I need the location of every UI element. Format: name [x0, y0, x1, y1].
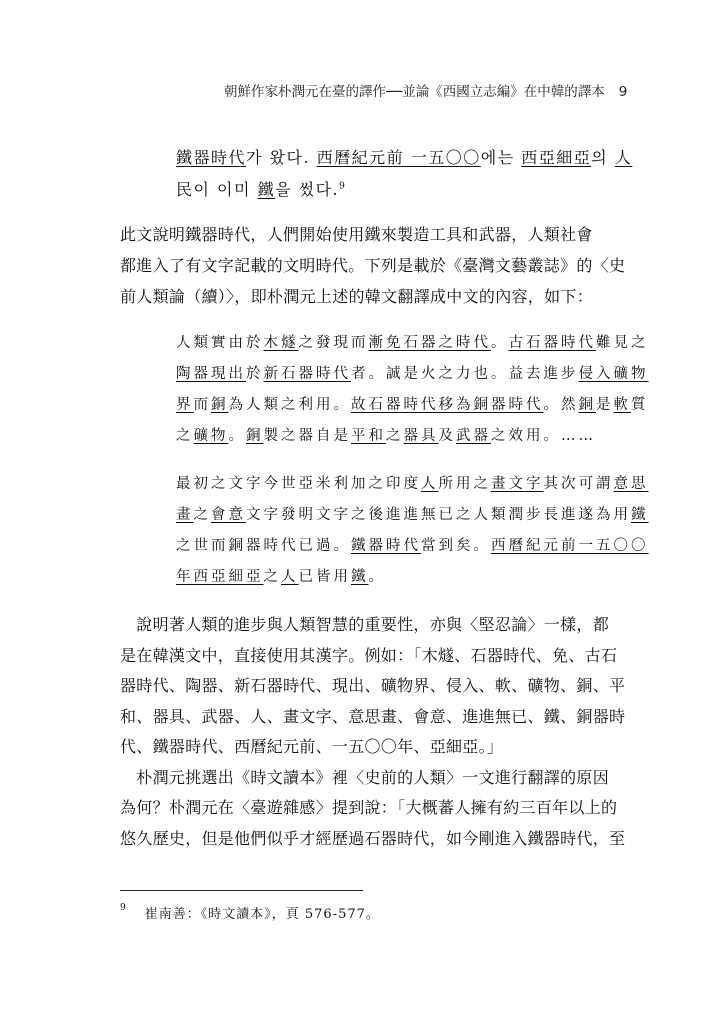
text-span: 漸免石器之時代: [368, 335, 491, 351]
text-span: 이 이미: [193, 180, 258, 199]
paragraph-line: 此文說明鐵器時代，人們開始使用鐵來製造工具和武器，人類社會: [120, 225, 593, 244]
quote-line: [176, 503, 649, 534]
text-span: 所用之: [438, 476, 491, 492]
paragraph-line: 說明著人類的進步與人類智慧的重要性，亦與〈堅忍論〉一樣，都: [120, 615, 610, 634]
text-span: 人類實由於: [176, 335, 264, 351]
text-span: 平和: [351, 428, 386, 444]
page-number: 9: [618, 84, 628, 100]
paragraph-1: [120, 222, 630, 315]
text-span: 가 왔다.: [246, 148, 317, 167]
text-span: 已皆用: [298, 569, 351, 585]
quote-line: [176, 331, 649, 362]
quote-line: [176, 565, 649, 596]
text-span: 於: [246, 366, 264, 382]
text-span: 最初之文字今世亞米利加之印度: [176, 476, 421, 492]
text-span: 古石器時代: [508, 335, 596, 351]
quote-line: [176, 393, 649, 424]
text-span: 故石器時代移為銅器時代: [351, 397, 544, 413]
text-span: 木燧: [263, 335, 299, 351]
footnote-number: 9: [120, 903, 127, 913]
paragraph-line: 代、鐵器時代、西曆紀元前、一五〇〇年、亞細亞。」: [120, 737, 504, 756]
text-span: 製之器自是: [263, 428, 351, 444]
text-span: 之: [386, 428, 404, 444]
text-span: 鐵器時代: [176, 148, 247, 167]
footnote-text: 崔南善：《時文讀本》，頁 576-577。: [144, 907, 380, 922]
quote-line: [176, 534, 649, 565]
text-span: 軟: [613, 397, 631, 413]
text-span: 意思: [613, 476, 649, 492]
text-span: 。然: [543, 397, 579, 413]
header-title: 朝鮮作家朴潤元在臺的譯作──並論《西國立志編》在中韓的譯本: [224, 84, 605, 100]
chinese-quote-2: [176, 472, 649, 596]
text-span: 의: [591, 148, 615, 167]
text-span: 人: [281, 569, 299, 585]
text-span: 銅: [578, 397, 596, 413]
text-span: 其次可謂: [543, 476, 614, 492]
paragraph-line: 朴潤元挑選出《時文讀本》裡〈史前的人類〉一文進行翻譯的原因: [120, 767, 610, 787]
text-span: 人: [614, 148, 633, 167]
text-span: 界: [176, 397, 194, 413]
text-span: 。: [491, 335, 509, 351]
text-span: 當到矣。: [421, 538, 491, 554]
paragraph-line: 為何？朴潤元在〈臺遊雜感〉提到說：「大概蕃人擁有約三百年以上的: [120, 798, 618, 817]
text-span: 鐵器時代: [351, 538, 421, 554]
text-span: 銅: [246, 428, 264, 444]
text-span: 年西亞細亞: [176, 569, 264, 585]
text-span: 陶器: [176, 366, 211, 382]
korean-line-1: [176, 145, 632, 177]
text-span: 難見之: [596, 335, 649, 351]
text-span: 器具: [403, 428, 439, 444]
text-span: 을 썼다.: [275, 180, 340, 199]
paragraph-line: 是在韓漢文中，直接使用其漢字。例如：「木燧、石器時代、免、古石: [120, 645, 618, 665]
text-span: 에는: [480, 148, 522, 167]
text-span: 礦物: [193, 428, 229, 444]
text-span: 之世而銅器時代已過。: [176, 538, 351, 554]
korean-quote: [176, 145, 632, 209]
text-span: 武器: [456, 428, 491, 444]
text-span: 銅: [211, 397, 229, 413]
text-span: 。: [368, 569, 386, 585]
text-span: 西亞細亞: [521, 148, 592, 167]
paragraph-line: 悠久歷史，但是他們似乎才經歷過石器時代，如今剛進入鐵器時代，至: [120, 828, 626, 848]
text-span: 而: [193, 397, 211, 413]
footnote-divider: [120, 890, 363, 891]
quote-line: [176, 362, 649, 393]
text-span: 鐵: [351, 569, 369, 585]
text-span: 民: [176, 180, 194, 199]
footnote-ref[interactable]: 9: [339, 181, 347, 192]
text-span: 是: [596, 397, 614, 413]
text-span: 質: [631, 397, 649, 413]
text-span: 新石器時代: [263, 366, 351, 382]
text-span: 之效用。……: [491, 428, 596, 444]
text-span: 之: [193, 507, 211, 523]
text-span: 。: [228, 428, 246, 444]
text-span: 畫: [176, 507, 194, 523]
text-span: 之: [263, 569, 281, 585]
text-span: 者。誠是火之力也。益去進步: [351, 366, 579, 382]
paragraph-line: 和、器具、武器、人、畫文字、意思畫、會意、進進無已、鐵、銅器時: [120, 706, 626, 726]
text-span: 畫文字: [491, 476, 544, 492]
paragraph-2: [120, 612, 630, 856]
text-span: 人: [421, 476, 439, 492]
korean-line-2: [176, 177, 632, 209]
text-span: 及: [438, 428, 456, 444]
text-span: 鐵: [631, 507, 649, 523]
paragraph-line: 前人類論（續）〉，即朴潤元上述的韓文翻譯成中文的內容，如下：: [120, 287, 594, 306]
running-header: [224, 80, 627, 100]
paragraph-line: 都進入了有文字記載的文明時代。下列是載於《臺灣文藝叢誌》的〈史: [120, 256, 626, 275]
footnote: [120, 903, 380, 922]
text-span: 西曆紀元前 一五〇〇: [316, 148, 481, 167]
text-span: 鐵: [257, 180, 276, 199]
text-span: 之: [176, 428, 194, 444]
text-span: 現出: [211, 366, 246, 382]
chinese-quote-1: [176, 331, 649, 455]
text-span: 會意: [211, 507, 246, 523]
text-span: 侵入礦物: [578, 366, 649, 382]
text-span: 文字發明文字之後進進無已之人類潤步長進遂為用: [246, 507, 631, 523]
paragraph-line: 器時代、陶器、新石器時代、現出、礦物界、侵入、軟、礦物、銅、平: [120, 676, 626, 695]
quote-line: [176, 472, 649, 503]
text-span: 為人類之利用。: [228, 397, 351, 413]
quote-line: [176, 424, 649, 455]
text-span: 之發現而: [298, 335, 369, 351]
text-span: 西曆紀元前一五〇〇: [491, 538, 649, 554]
